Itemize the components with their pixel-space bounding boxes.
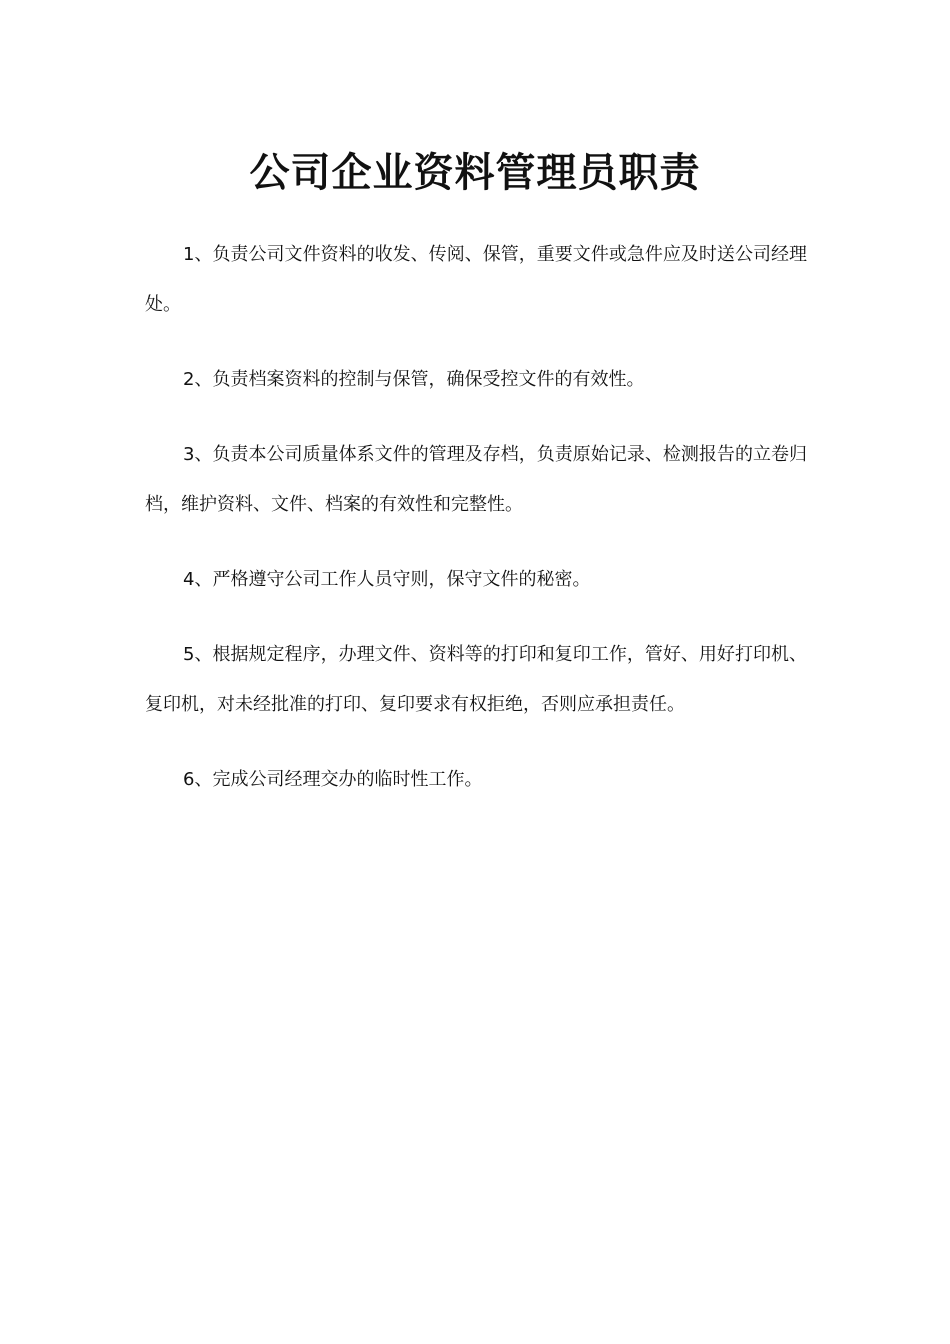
page-title: 公司企业资料管理员职责 — [249, 150, 701, 196]
duty-item-4: 4、严格遵守公司工作人员守则，保守文件的秘密。 — [183, 569, 591, 590]
document-body — [145, 230, 807, 830]
duty-item-1: 1、负责公司文件资料的收发、传阅、保管，重要文件或急件应及时送公司经理处。 — [145, 244, 807, 315]
duty-item-5: 5、根据规定程序，办理文件、资料等的打印和复印工作，管好、用好打印机、复印机，对未经批准的打印、复印要求有权拒绝，否则应承担责任。 — [145, 644, 807, 715]
duty-item-6: 6、完成公司经理交办的临时性工作。 — [183, 769, 483, 790]
duty-item-2: 2、负责档案资料的控制与保管，确保受控文件的有效性。 — [183, 369, 645, 390]
duty-item-3: 3、负责本公司质量体系文件的管理及存档，负责原始记录、检测报告的立卷归档，维护资料、文件、档案的有效性和完整性。 — [145, 444, 807, 515]
